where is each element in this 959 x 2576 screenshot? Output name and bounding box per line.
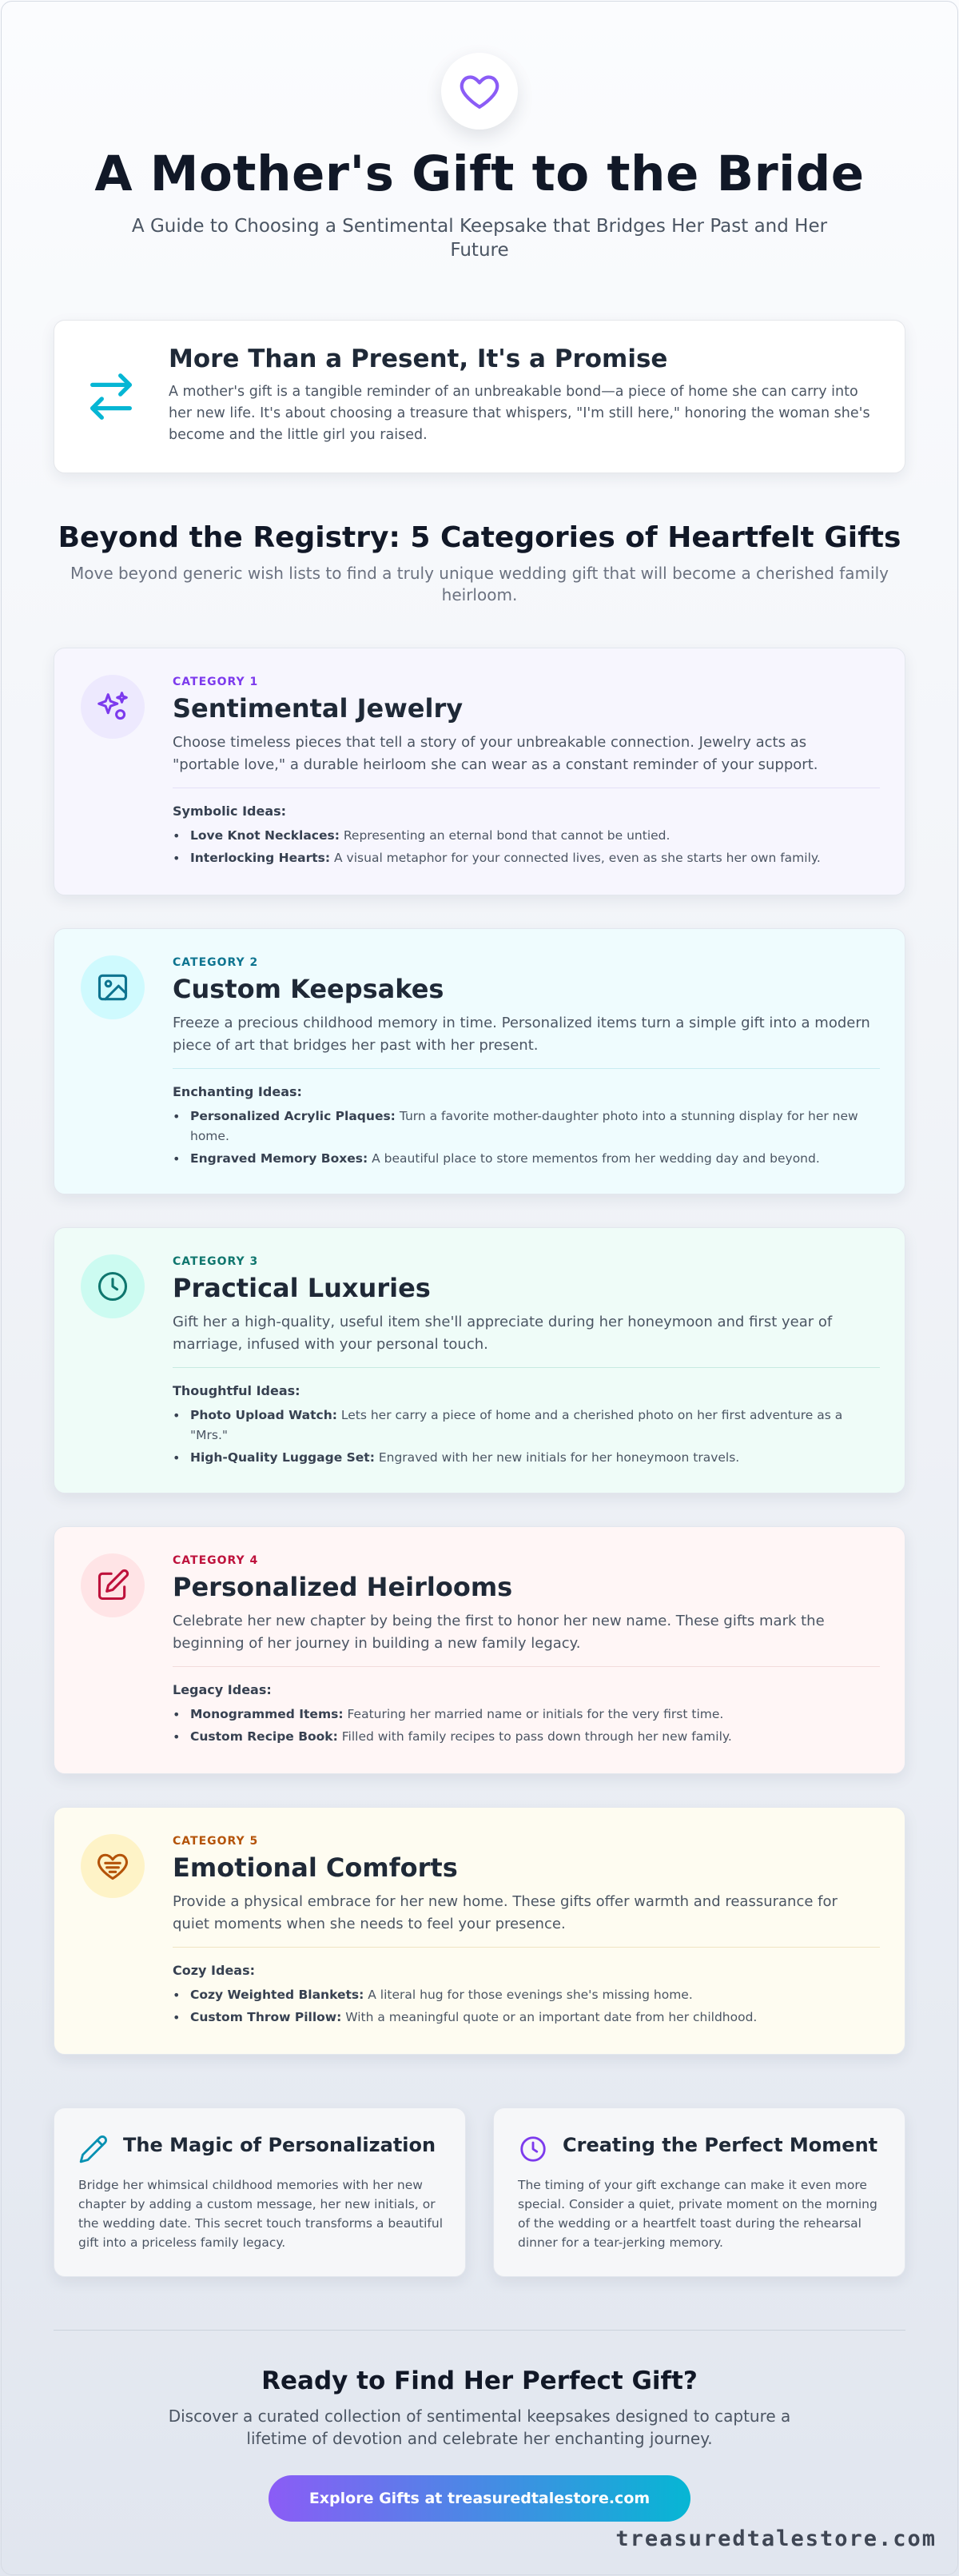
category-icon-wrap: [81, 1553, 145, 1617]
cta-text: Discover a curated collection of sentimental keepsakes designed to capture a lifetime of devotion and celebrate her enchanting journey.: [168, 2407, 791, 2448]
ideas-title: Legacy Ideas:: [173, 1682, 272, 1697]
list-item: • Photo Upload Watch: Lets her carry a piece of home and a cherished photo on her first adventure as a "Mrs.": [173, 1406, 876, 1446]
category-title: Practical Luxuries: [173, 1273, 431, 1303]
category-icon-wrap: [81, 955, 145, 1019]
ideas-list: [173, 1406, 876, 1470]
list-item: • Custom Throw Pillow: With a meaningful quote or an important date from her childhood.: [173, 2008, 876, 2028]
category-card-emotional-comforts: [54, 1807, 905, 2055]
ideas-list: [173, 1705, 876, 1749]
list-item: • High-Quality Luggage Set: Engraved with her new initials for her honeymoon travels.: [173, 1448, 876, 1468]
tip-text: Bridge her whimsical childhood memories with her new chapter by adding a custom message, her new initials, or the wedding date. This secret touch transforms a beautiful gift into a priceless family legacy.: [78, 2178, 444, 2250]
category-label: CATEGORY 1: [173, 676, 259, 688]
category-card-custom-keepsakes: [54, 928, 905, 1194]
category-label: CATEGORY 4: [173, 1554, 259, 1567]
category-icon-wrap: [81, 1254, 145, 1318]
ideas-title: Enchanting Ideas:: [173, 1084, 302, 1099]
category-label: CATEGORY 2: [173, 956, 259, 969]
tip-card-perfect-moment: [493, 2107, 905, 2277]
hero-badge: [441, 53, 518, 130]
category-description: Provide a physical embrace for her new home. These gifts offer warmth and reassurance for quiet moments when she needs to feel your presence.: [173, 1893, 838, 1932]
list-item: • Cozy Weighted Blankets: A literal hug for those evenings she's missing home.: [173, 1985, 876, 2005]
section-title: Beyond the Registry: 5 Categories of Heartfelt Gifts: [58, 521, 901, 554]
ideas-list: [173, 826, 876, 871]
footer-divider: [54, 2330, 905, 2331]
page-subtitle: A Guide to Choosing a Sentimental Keepsake that Bridges Her Past and Her Future: [131, 216, 828, 261]
list-item: • Love Knot Necklaces: Representing an eternal bond that cannot be untied.: [173, 826, 876, 846]
promise-title: More Than a Present, It's a Promise: [169, 345, 668, 373]
category-label: CATEGORY 5: [173, 1835, 259, 1848]
category-card-practical-luxuries: [54, 1227, 905, 1493]
category-title: Custom Keepsakes: [173, 974, 444, 1004]
ideas-list: [173, 1107, 876, 1171]
pencil-icon: [78, 2134, 109, 2164]
category-description: Gift her a high-quality, useful item she'll appreciate during her honeymoon and first year of marriage, infused with your personal touch.: [173, 1314, 833, 1353]
tip-card-personalization: [54, 2107, 466, 2277]
tip-title: Creating the Perfect Moment: [563, 2134, 878, 2156]
category-description: Freeze a precious childhood memory in time. Personalized items turn a simple gift into a modern piece of art that bridges her past with her present.: [173, 1015, 870, 1054]
image-icon: [95, 970, 130, 1005]
category-divider: [173, 1666, 880, 1667]
category-card-sentimental-jewelry: [54, 648, 905, 895]
promise-card: [54, 320, 905, 473]
category-title: Sentimental Jewelry: [173, 693, 464, 724]
category-card-personalized-heirlooms: [54, 1526, 905, 1774]
category-divider: [173, 1947, 880, 1948]
category-divider: [173, 1367, 880, 1368]
list-item: • Interlocking Hearts: A visual metaphor for your connected lives, even as she starts her own family.: [173, 848, 876, 868]
list-item: • Engraved Memory Boxes: A beautiful place to store mementos from her wedding day and beyond.: [173, 1149, 876, 1169]
list-item: • Monogrammed Items: Featuring her married name or initials for the very first time.: [173, 1705, 876, 1725]
category-title: Personalized Heirlooms: [173, 1572, 513, 1602]
category-divider: [173, 1068, 880, 1069]
clock-icon: [95, 1269, 130, 1304]
list-item: • Personalized Acrylic Plaques: Turn a favorite mother-daughter photo into a stunning display for her new home.: [173, 1107, 876, 1146]
tip-title: The Magic of Personalization: [123, 2134, 436, 2156]
heart-icon: [457, 69, 502, 114]
category-description: Celebrate her new chapter by being the first to honor her new name. These gifts mark the beginning of her journey in building a new family legacy.: [173, 1613, 825, 1652]
ideas-title: Cozy Ideas:: [173, 1963, 256, 1978]
cta-title: Ready to Find Her Perfect Gift?: [261, 2367, 698, 2395]
heart-handshake-icon: [95, 1848, 130, 1884]
brand-watermark: treasuredtalestore.com: [615, 2526, 937, 2551]
exchange-arrows-icon: [83, 369, 139, 425]
section-subtitle: Move beyond generic wish lists to find a truly unique wedding gift that will become a cherished family heirloom.: [70, 564, 889, 604]
tip-text: The timing of your gift exchange can make it even more special. Consider a quiet, private moment on the morning of the wedding or a heartfelt toast during the rehearsal dinner for a tear-jerking memory.: [518, 2178, 877, 2250]
clock-icon: [518, 2134, 548, 2164]
ideas-list: [173, 1985, 876, 2030]
sparkles-icon: [94, 688, 131, 725]
ideas-title: Symbolic Ideas:: [173, 804, 287, 819]
promise-text: A mother's gift is a tangible reminder of an unbreakable bond—a piece of home she can carry into her new life. It's about choosing a treasure that whispers, "I'm still here," honoring the woman she's become and the little girl you raised.: [169, 384, 870, 443]
category-label: CATEGORY 3: [173, 1255, 259, 1268]
category-description: Choose timeless pieces that tell a story of your unbreakable connection. Jewelry acts as "portable love," a durable heirloom she can wear as a constant reminder of your support.: [173, 734, 818, 773]
category-icon-wrap: [81, 1834, 145, 1898]
category-title: Emotional Comforts: [173, 1852, 458, 1883]
edit-icon: [95, 1568, 130, 1603]
explore-gifts-button[interactable]: Explore Gifts at treasuredtalestore.com: [269, 2475, 690, 2522]
ideas-title: Thoughtful Ideas:: [173, 1383, 300, 1398]
list-item: • Custom Recipe Book: Filled with family recipes to pass down through her new family.: [173, 1727, 876, 1747]
category-icon-wrap: [81, 675, 145, 739]
page-title: A Mother's Gift to the Bride: [94, 146, 865, 202]
